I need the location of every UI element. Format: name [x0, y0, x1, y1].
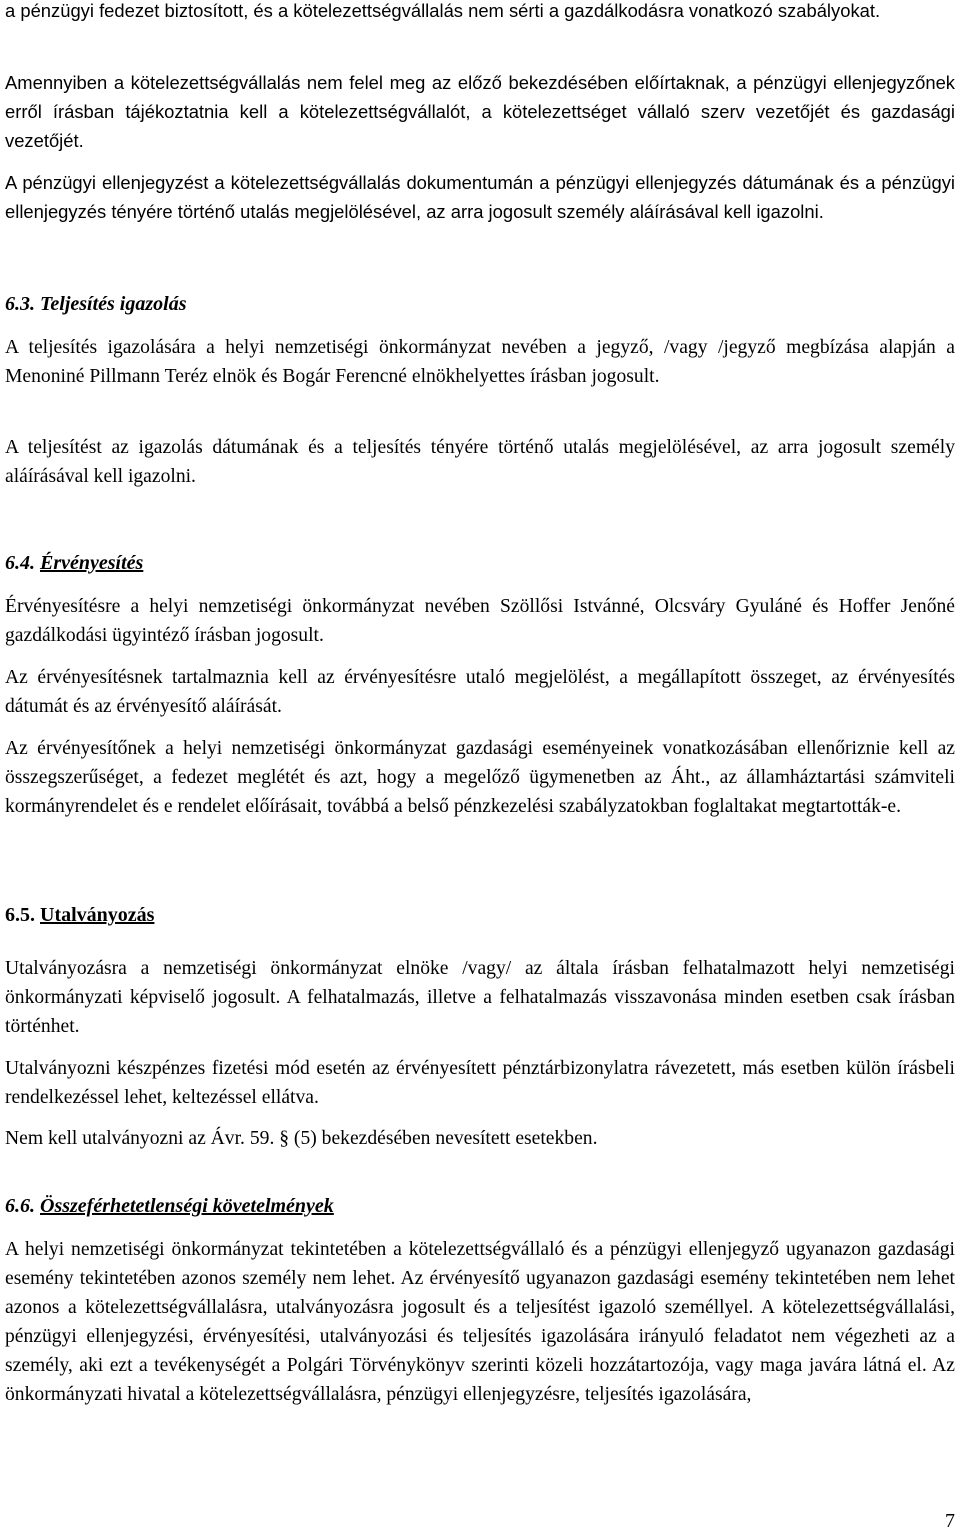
page-number: 7 — [945, 1510, 955, 1532]
section-heading-6-6 — [5, 1195, 334, 1218]
section-title: Utalványozás — [40, 904, 155, 926]
section-number: 6.6. — [5, 1195, 35, 1217]
section-title: Érvényesítés — [40, 552, 144, 574]
section-heading-6-5 — [5, 904, 154, 927]
paragraph-intro-continuation: a pénzügyi fedezet biztosított, és a kötelezettségvállalás nem sérti a gazdálkodásra vonatkozó szabályokat. — [5, 0, 881, 21]
section-number: 6.4. — [5, 552, 35, 574]
paragraph-payment-order-authority: Utalványozásra a nemzetiségi önkormányzat elnöke /vagy/ az általa írásban felhatalmazott helyi nemzetiségi önkormányzati képviselő jogosult. A felhatalmazás, illetve a felhatalmazás visszavonása minden esetben csak írásban történhet. — [5, 958, 955, 1037]
paragraph-payment-order-exception: Nem kell utalványozni az Ávr. 59. § (5) bekezdésében nevesített esetekben. — [5, 1128, 598, 1149]
section-number: 6.5. — [5, 904, 35, 926]
section-heading-6-3 — [5, 293, 186, 316]
paragraph-countersign-proof: A pénzügyi ellenjegyzést a kötelezettségvállalás dokumentumán a pénzügyi ellenjegyzés dátumának és a pénzügyi ellenjegyzés tényére történő utalás megjelölésével, az arra jogosult személy aláírásával kell igazolni. — [5, 172, 955, 222]
section-title: Összeférhetetlenségi követelmények — [40, 1195, 334, 1217]
paragraph-notification: Amennyiben a kötelezettségvállalás nem felel meg az előző bekezdésében előírtaknak, a pénzügyi ellenjegyzőnek erről írásban tájékoztatnia kell a kötelezettségvállalót, a kötelezettséget vállaló szerv vezetőjét és gazdasági vezetőjét. — [5, 72, 955, 151]
section-title: Teljesítés igazolás — [40, 293, 187, 315]
paragraph-validation-content: Az érvényesítésnek tartalmaznia kell az érvényesítésre utaló megjelölést, a megállapított összeget, az érvényesítés dátumát és az érvényesítő aláírását. — [5, 667, 955, 717]
section-heading-6-4 — [5, 552, 143, 575]
paragraph-validation-authority: Érvényesítésre a helyi nemzetiségi önkormányzat nevében Szöllősi Istvánné, Olcsváry Gyuláné és Hoffer Jenőné gazdálkodási ügyintéző írásban jogosult. — [5, 596, 955, 646]
paragraph-validator-duties: Az érvényesítőnek a helyi nemzetiségi önkormányzat gazdasági eseményeinek vonatkozásában ellenőriznie kell az összegszerűséget, a fedezet meglétét és azt, hogy a megelőző ügymenetben az Áht., az államháztartási számviteli kormányrendelet és e rendelet előírásait, továbbá a belső pénzkezelési szabályzatokban foglaltakat megtartották-e. — [5, 738, 955, 817]
paragraph-performance-proof: A teljesítést az igazolás dátumának és a teljesítés tényére történő utalás megjelölésével, az arra jogosult személy aláírásával kell igazolni. — [5, 437, 955, 487]
section-number: 6.3. — [5, 293, 35, 315]
paragraph-performance-certification: A teljesítés igazolására a helyi nemzetiségi önkormányzat nevében a jegyző, /vagy /jegyző megbízása alapján a Menoniné Pillmann Teréz elnök és Bogár Ferencné elnökhelyettes írásban jogosult. — [5, 337, 955, 387]
paragraph-incompatibility: A helyi nemzetiségi önkormányzat tekintetében a kötelezettségvállaló és a pénzügyi ellenjegyző ugyanazon gazdasági esemény tekintetében azonos személy nem lehet. Az érvényesítő ugyanazon gazdasági esemény tekintetében nem lehet azonos a kötelezettségvállalásra, utalványozásra jogosult és a teljesítést igazoló személlyel. A kötelezettségvállalási, pénzügyi ellenjegyzési, érvényesítési, utalványozási és teljesítés igazolására irányuló feladatot nem végezheti az a személy, aki ezt a tevékenységét a Polgári Törvénykönyv szerinti közeli hozzátartozója, vagy maga javára látná el. Az önkormányzati hivatal a kötelezettségvállalásra, pénzügyi ellenjegyzésre, teljesítés igazolására, — [5, 1239, 955, 1405]
paragraph-payment-order-method: Utalványozni készpénzes fizetési mód esetén az érvényesített pénztárbizonylatra rávezetett, más esetben külön írásbeli rendelkezéssel lehet, keltezéssel ellátva. — [5, 1058, 955, 1108]
